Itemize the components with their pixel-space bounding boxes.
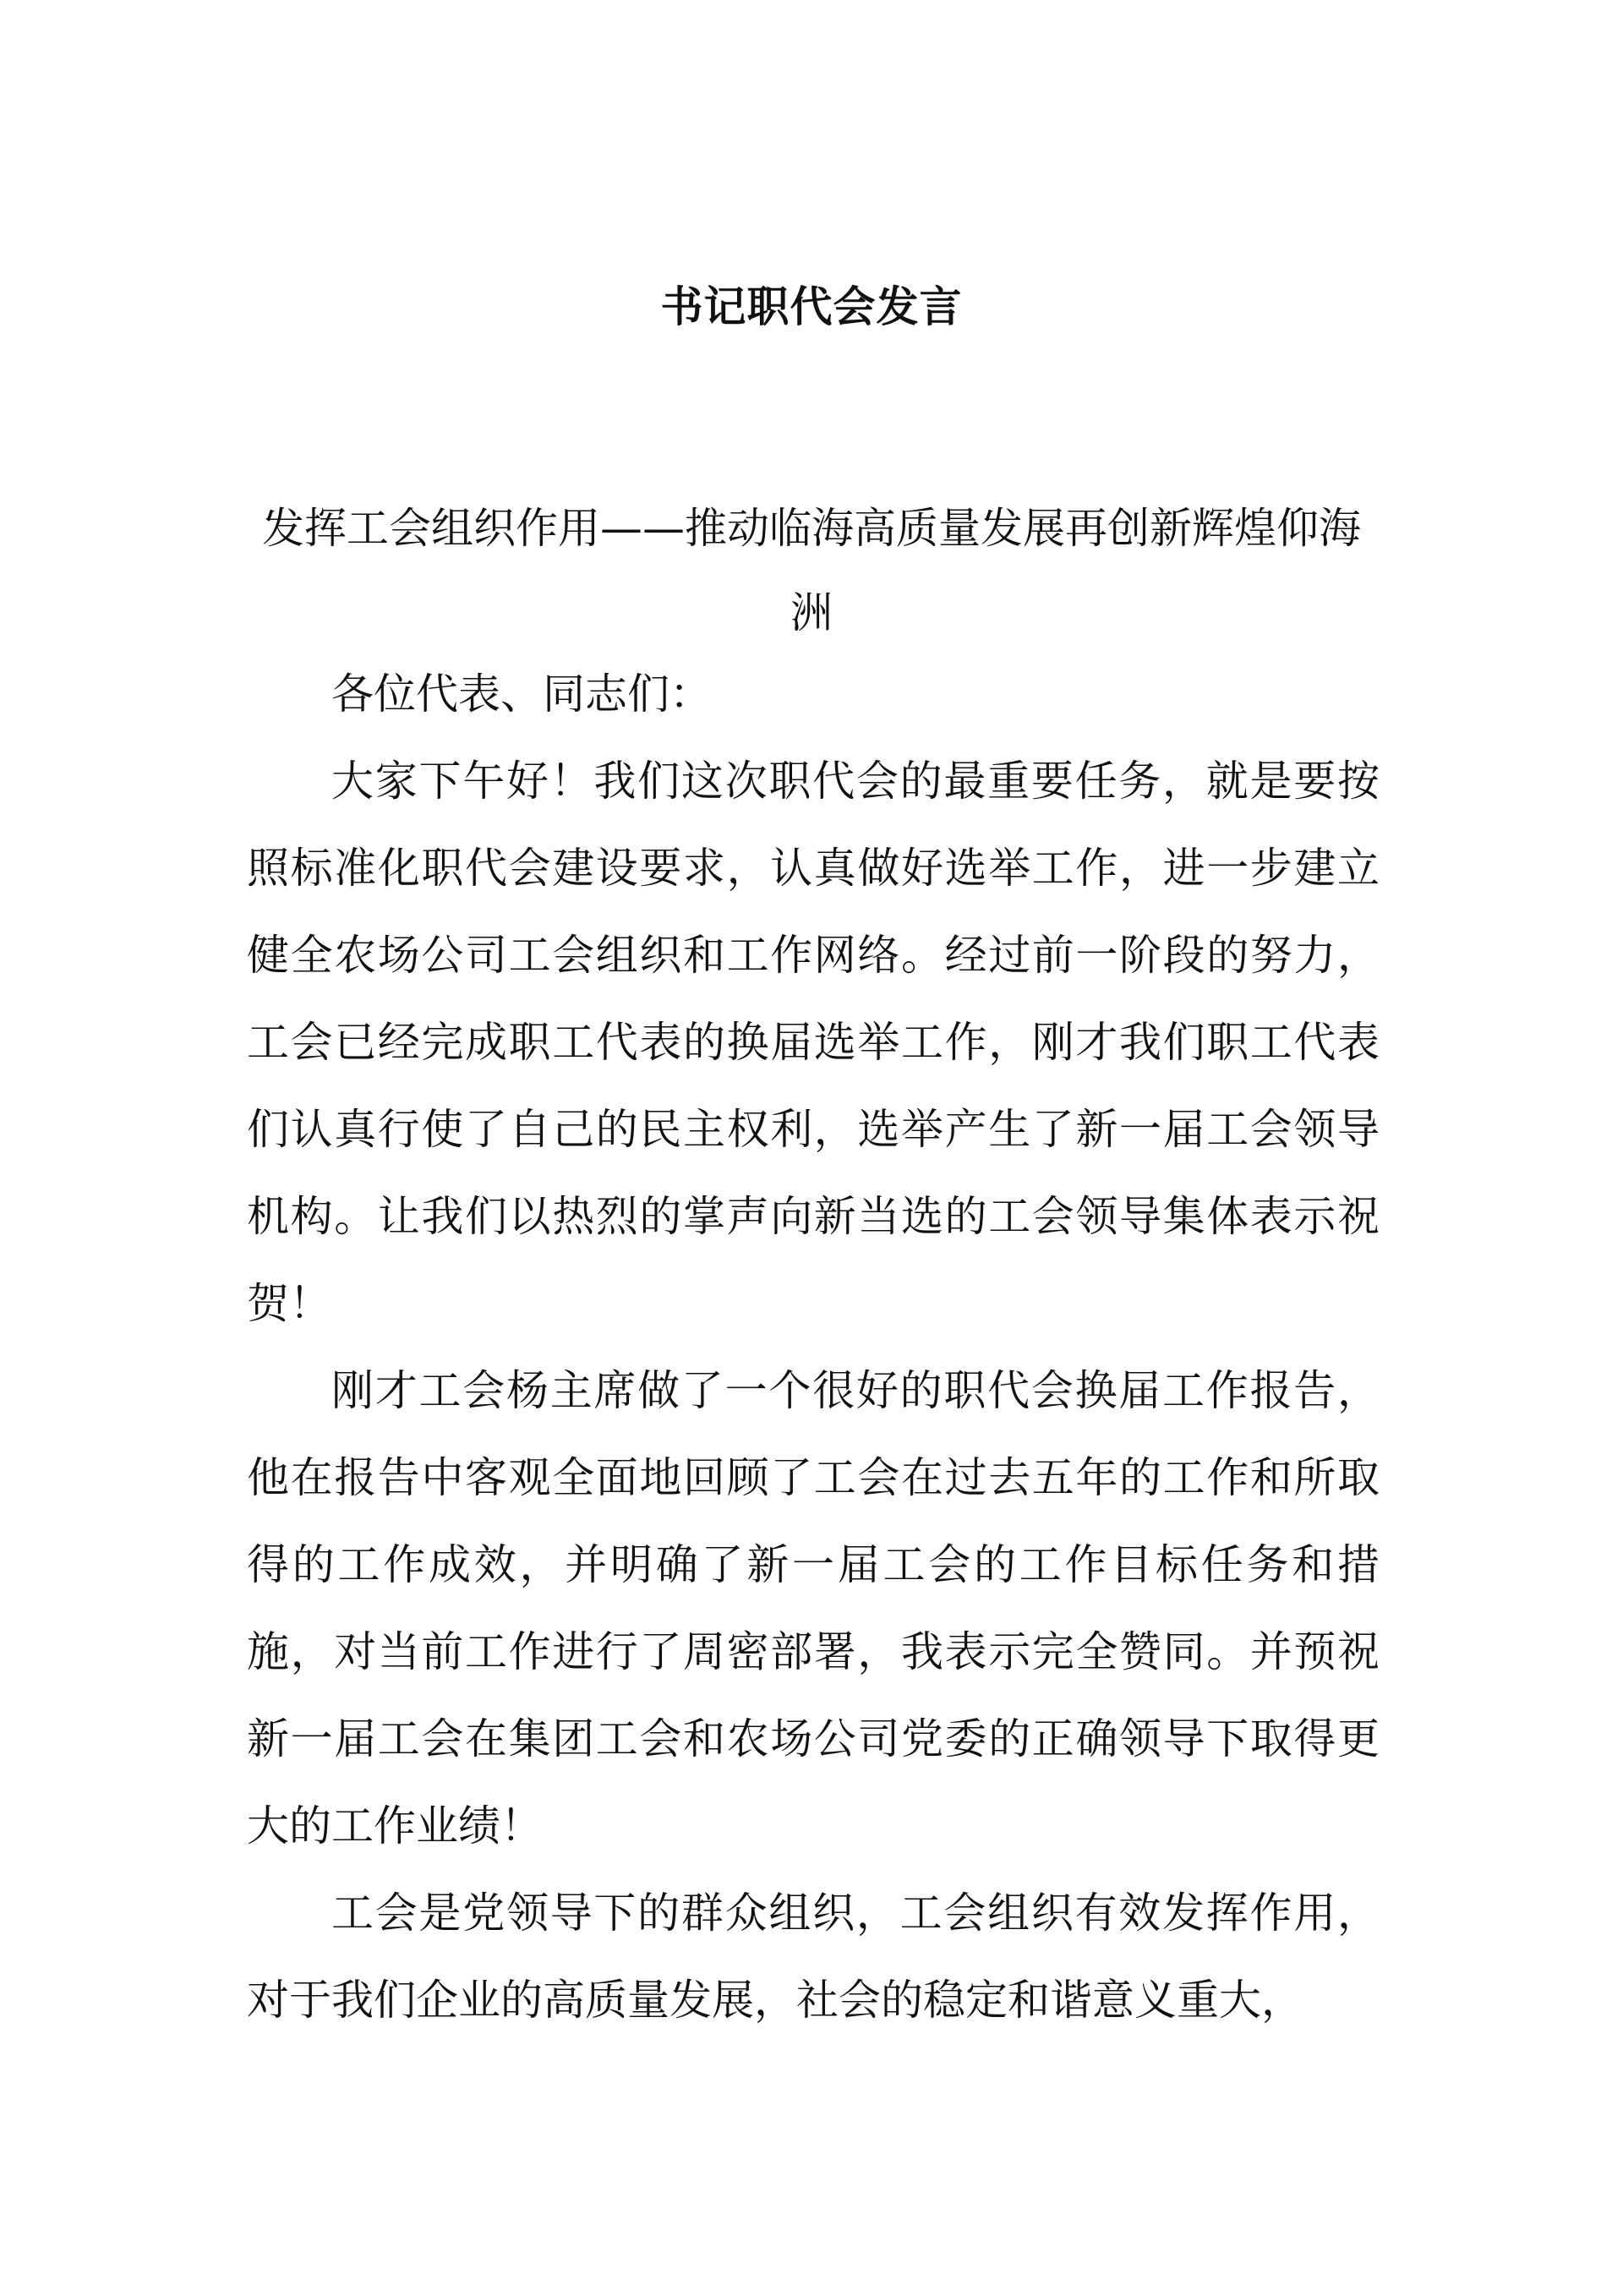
speech-subtitle: 发挥工会组织作用——推动临海高质量发展再创新辉煌仰海洲 [262, 504, 1361, 637]
paragraph: 刚才工会杨主席做了一个很好的职代会换届工作报告，他在报告中客观全面地回顾了工会在过去五年的工作和所取得的工作成效，并明确了新一届工会的工作目标任务和措施，对当前工作进行了周密部署，我表示完全赞同。并预祝新一届工会在集团工会和农场公司党委的正确领导下取得更大的工作业绩！ [247, 1366, 1380, 1850]
document-body [247, 651, 1380, 2044]
document-title: 书记职代会发言 [660, 282, 963, 331]
paragraph: 工会是党领导下的群众组织，工会组织有效发挥作用，对于我们企业的高质量发展，社会的稳定和谐意义重大， [247, 1889, 1380, 2025]
paragraph: 大家下午好！我们这次职代会的最重要任务，就是要按照标准化职代会建设要求，认真做好选举工作，进一步建立健全农场公司工会组织和工作网络。经过前一阶段的努力，工会已经完成职工代表的换届选举工作，刚才我们职工代表们认真行使了自己的民主权利，选举产生了新一届工会领导机构。让我们以热烈的掌声向新当选的工会领导集体表示祝贺！ [247, 757, 1380, 1328]
salutation: 各位代表、同志们： [331, 670, 712, 719]
